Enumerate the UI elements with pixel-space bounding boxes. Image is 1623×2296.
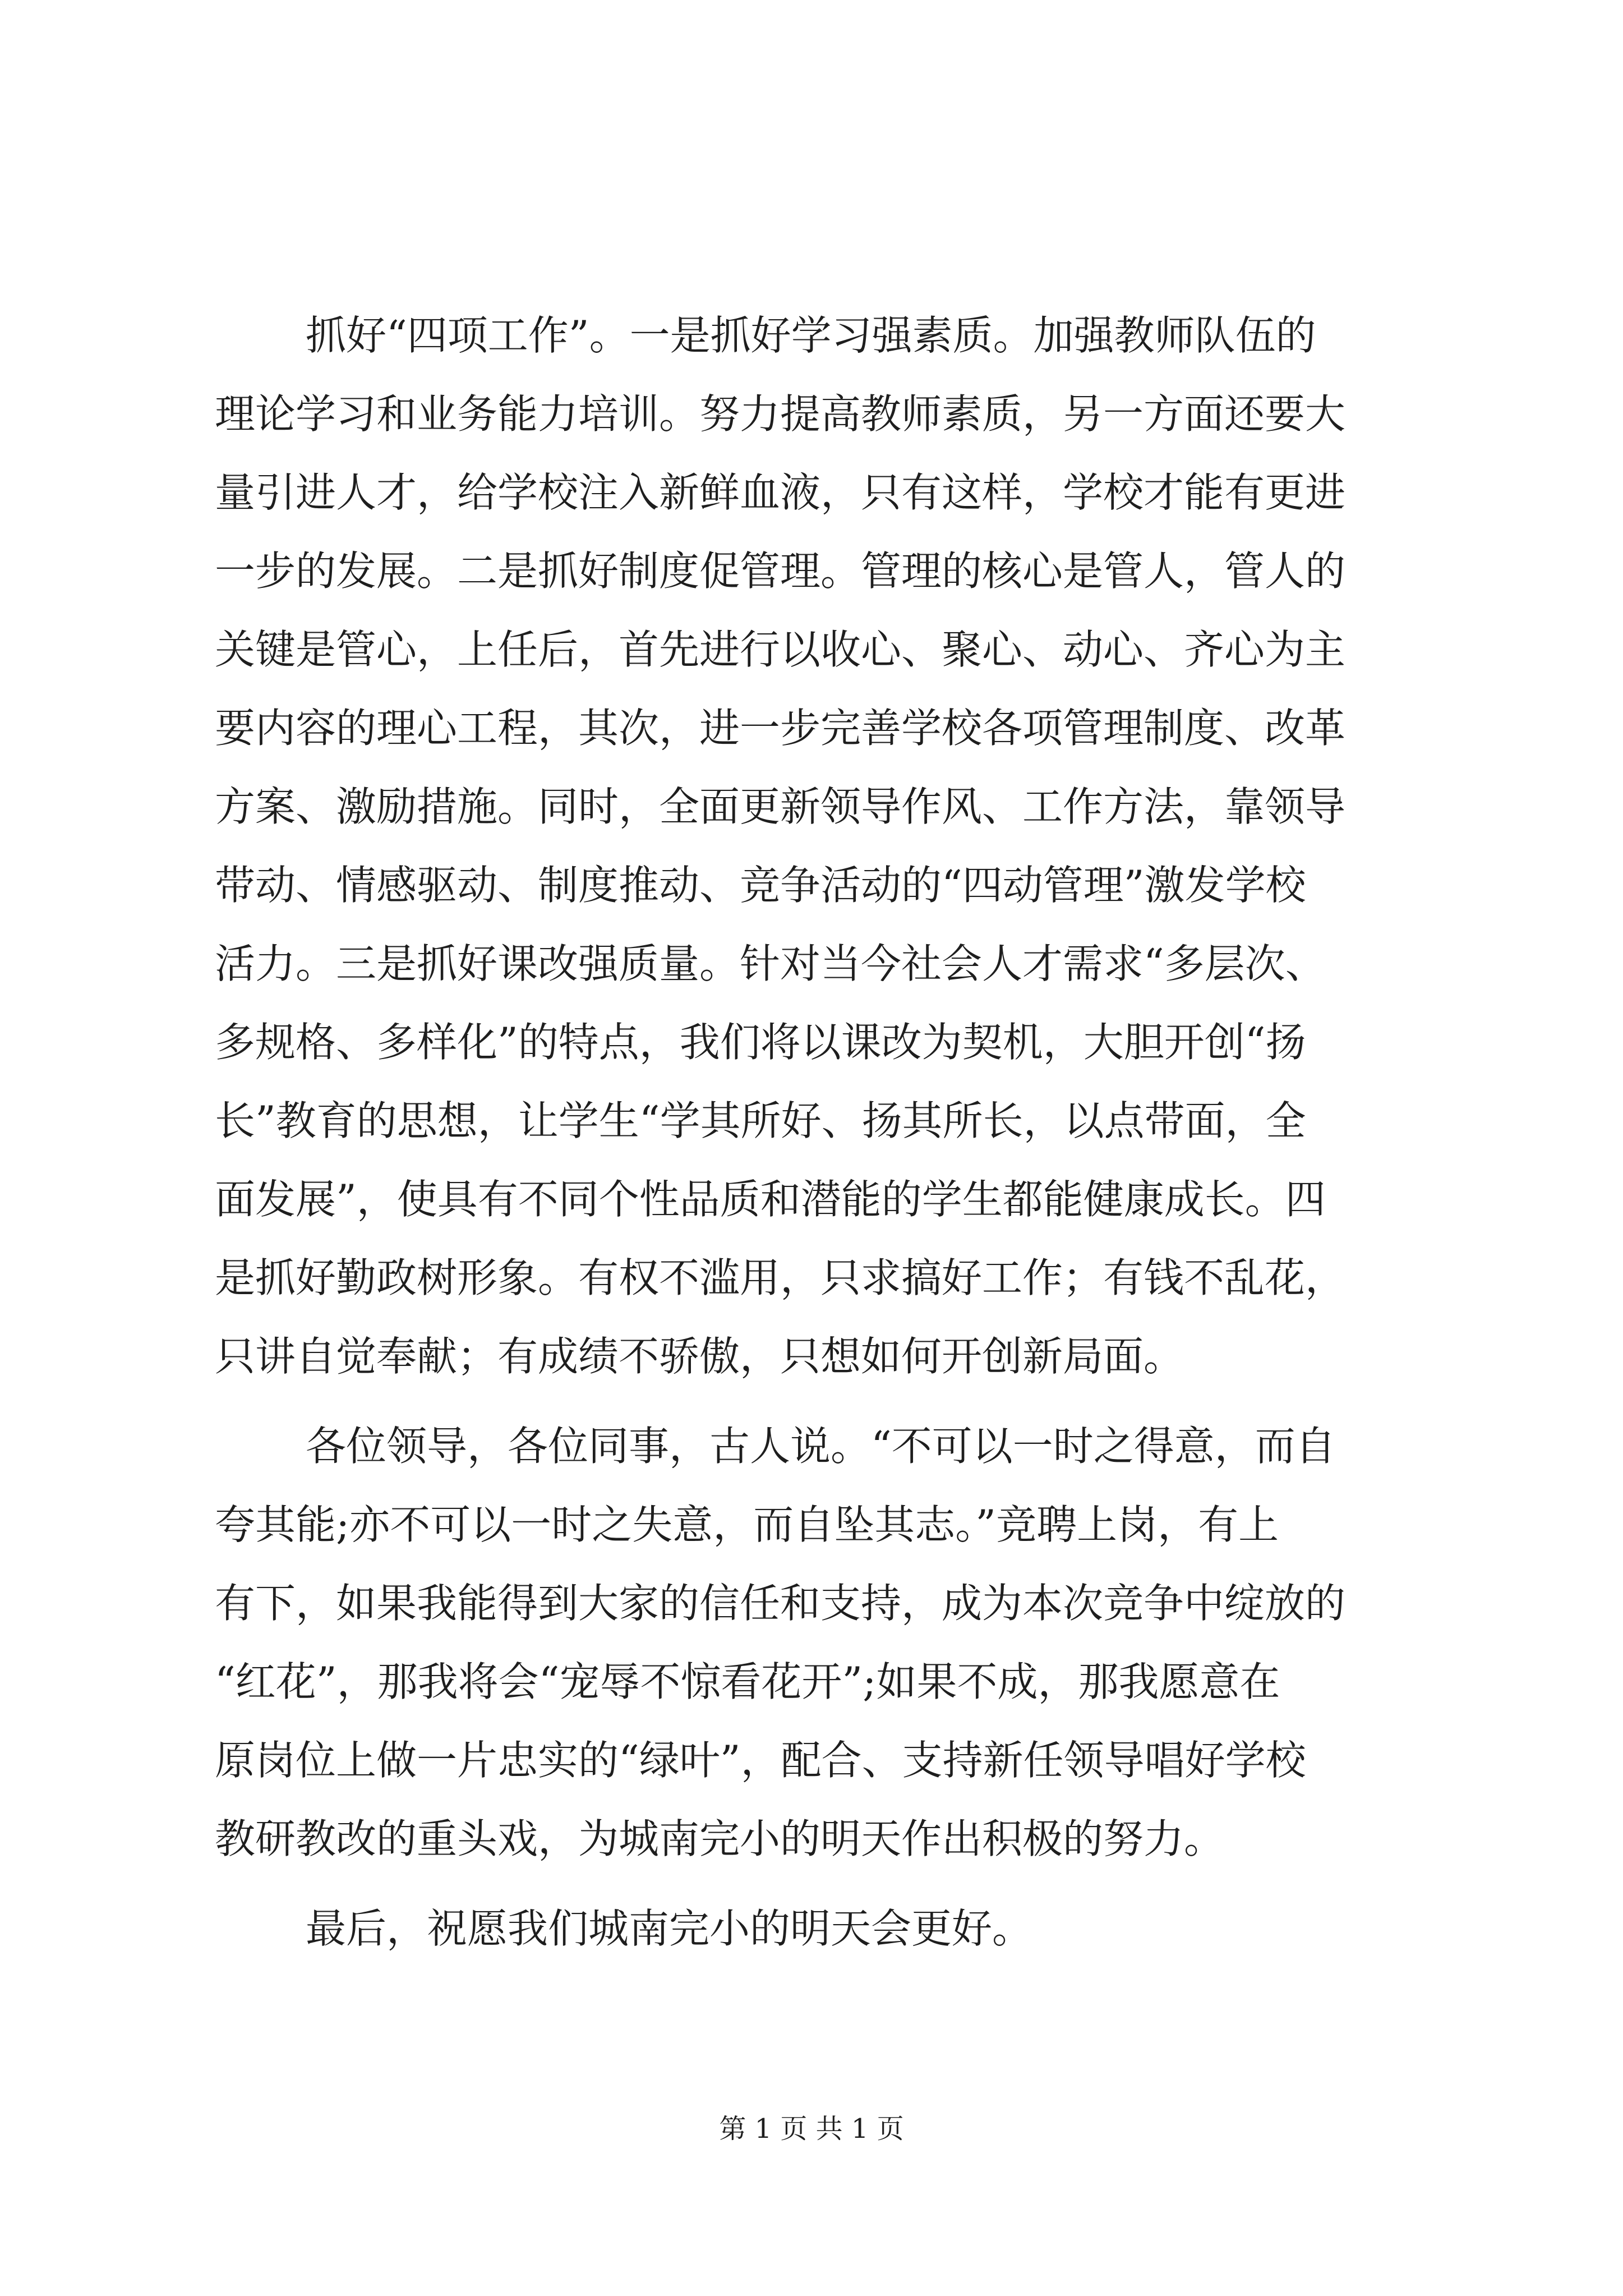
text-line: 关键是管心，上任后，首先进行以收心、聚心、动心、齐心为主: [215, 626, 1346, 673]
text-line: 活力。三是抓好课改强质量。针对当今社会人才需求“多层次、: [215, 940, 1326, 987]
text-line: 只讲自觉奉献；有成绩不骄傲，只想如何开创新局面。: [215, 1333, 1184, 1380]
text-line: 最后，祝愿我们城南完小的明天会更好。: [306, 1905, 1033, 1952]
text-line: 夸其能;亦不可以一时之失意，而自坠其志。”竞聘上岗，有上: [215, 1501, 1279, 1548]
text-line: 带动、情感驱动、制度推动、竞争活动的“四动管理”激发学校: [215, 862, 1306, 909]
text-line: 原岗位上做一片忠实的“绿叶”，配合、支持新任领导唱好学校: [215, 1737, 1306, 1784]
text-line: 是抓好勤政树形象。有权不滥用，只求搞好工作；有钱不乱花，: [215, 1254, 1346, 1301]
text-line: 一步的发展。二是抓好制度促管理。管理的核心是管人，管人的: [215, 547, 1346, 595]
page-number-label: 第 1 页 共 1 页: [719, 2113, 904, 2145]
text-line: 多规格、多样化”的特点，我们将以课改为契机，大胆开创“扬: [215, 1019, 1306, 1066]
text-line: 量引进人才，给学校注入新鲜血液，只有这样，学校才能有更进: [215, 469, 1346, 516]
text-line: 教研教改的重头戏，为城南完小的明天作出积极的努力。: [215, 1815, 1225, 1862]
text-line: 各位领导，各位同事，古人说。“不可以一时之得意，而自: [306, 1423, 1336, 1470]
text-line: 长”教育的思想，让学生“学其所好、扬其所长，以点带面，全: [215, 1097, 1306, 1144]
text-line: 要内容的理心工程，其次，进一步完善学校各项管理制度、改革: [215, 705, 1346, 752]
text-line: 理论学习和业务能力培训。努力提高教师素质，另一方面还要大: [215, 390, 1346, 438]
text-line: 有下，如果我能得到大家的信任和支持，成为本次竞争中绽放的: [215, 1580, 1346, 1627]
text-line: 面发展”，使具有不同个性品质和潜能的学生都能健康成长。四: [215, 1176, 1326, 1223]
text-line: “红花”，那我将会“宠辱不惊看花开”;如果不成，那我愿意在: [215, 1658, 1280, 1705]
page-footer: [0, 2109, 1623, 2148]
text-line: 抓好“四项工作”。一是抓好学习强素质。加强教师队伍的: [306, 312, 1316, 359]
text-line: 方案、激励措施。同时，全面更新领导作风、工作方法，靠领导: [215, 783, 1346, 830]
